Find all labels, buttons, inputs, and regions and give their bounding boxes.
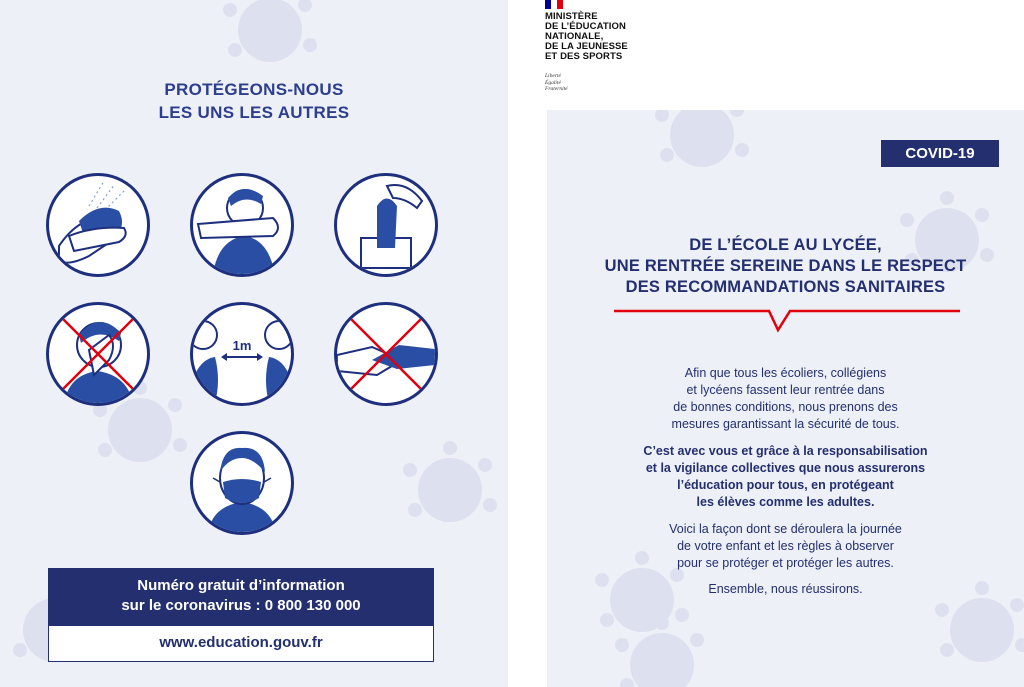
- paragraph-line: et lycéens fassent leur rentrée dans: [686, 383, 885, 397]
- paragraph-rules: [547, 521, 1024, 572]
- virus-icon: [607, 615, 717, 687]
- virus-icon: [215, 0, 325, 80]
- motto-line: Fraternité: [545, 86, 568, 92]
- paragraph-line: l’éducation pour tous, en protégeant: [677, 478, 894, 492]
- ministry-logo: [545, 0, 685, 100]
- ministry-line: DE L’ÉDUCATION: [545, 21, 626, 32]
- ministry-line: DE LA JEUNESSE: [545, 41, 628, 52]
- left-title-line: LES UNS LES AUTRES: [158, 103, 350, 122]
- paragraph-intro: [547, 365, 1024, 433]
- paragraph-closing: Ensemble, nous réussirons.: [708, 582, 863, 596]
- no-face-touch-icon: [46, 302, 150, 406]
- headline-line: DE L’ÉCOLE AU LYCÉE,: [689, 236, 882, 254]
- paragraph-line: C’est avec vous et grâce à la responsabilisation: [643, 444, 928, 458]
- paragraph-line: et la vigilance collectives que nous assurerons: [645, 461, 926, 475]
- paragraph-line: de votre enfant et les règles à observer: [677, 539, 894, 553]
- left-title: [0, 78, 508, 124]
- distance-1m-icon: [190, 302, 294, 406]
- hotline-line: sur le coronavirus : 0 800 130 000: [121, 597, 361, 614]
- hotline-line: Numéro gratuit d’information: [137, 577, 345, 594]
- headline: [547, 235, 1024, 298]
- hotline-box: [48, 568, 434, 626]
- paragraph-line: pour se protéger et protéger les autres.: [677, 556, 894, 570]
- republic-motto: [545, 73, 568, 93]
- no-handshake-icon: [334, 302, 438, 406]
- flag-icon: [545, 0, 563, 9]
- wash-hands-icon: [46, 173, 150, 277]
- paragraph-line: les élèves comme les adultes.: [696, 495, 875, 509]
- headline-line: UNE RENTRÉE SEREINE DANS LE RESPECT: [604, 257, 967, 275]
- ministry-line: NATIONALE,: [545, 31, 604, 42]
- paragraph-line: mesures garantissant la sécurité de tous.: [671, 417, 900, 431]
- ministry-line: MINISTÈRE: [545, 11, 598, 22]
- covid-badge: COVID-19: [881, 140, 999, 167]
- ministry-name: [545, 12, 628, 62]
- left-title-line: PROTÉGEONS-NOUS: [164, 80, 344, 99]
- paragraph-line: de bonnes conditions, nous prenons des: [673, 400, 898, 414]
- paragraph-emphasis: [547, 443, 1024, 511]
- virus-icon: [647, 110, 757, 185]
- distance-label: 1m: [232, 338, 252, 353]
- motto-line: Égalité: [545, 79, 561, 86]
- motto-line: Liberté: [545, 73, 561, 79]
- paragraph-line: Afin que tous les écoliers, collégiens: [684, 366, 887, 380]
- wear-mask-icon: [190, 431, 294, 535]
- virus-icon: [395, 440, 505, 540]
- speech-bubble-underline: [614, 300, 960, 339]
- cough-elbow-icon: [190, 173, 294, 277]
- ministry-line: ET DES SPORTS: [545, 51, 623, 62]
- website-link[interactable]: www.education.gouv.fr: [48, 626, 434, 662]
- paragraph-line: Voici la façon dont se déroulera la journée: [669, 522, 902, 536]
- headline-line: DES RECOMMANDATIONS SANITAIRES: [625, 278, 946, 296]
- tissue-icon: [334, 173, 438, 277]
